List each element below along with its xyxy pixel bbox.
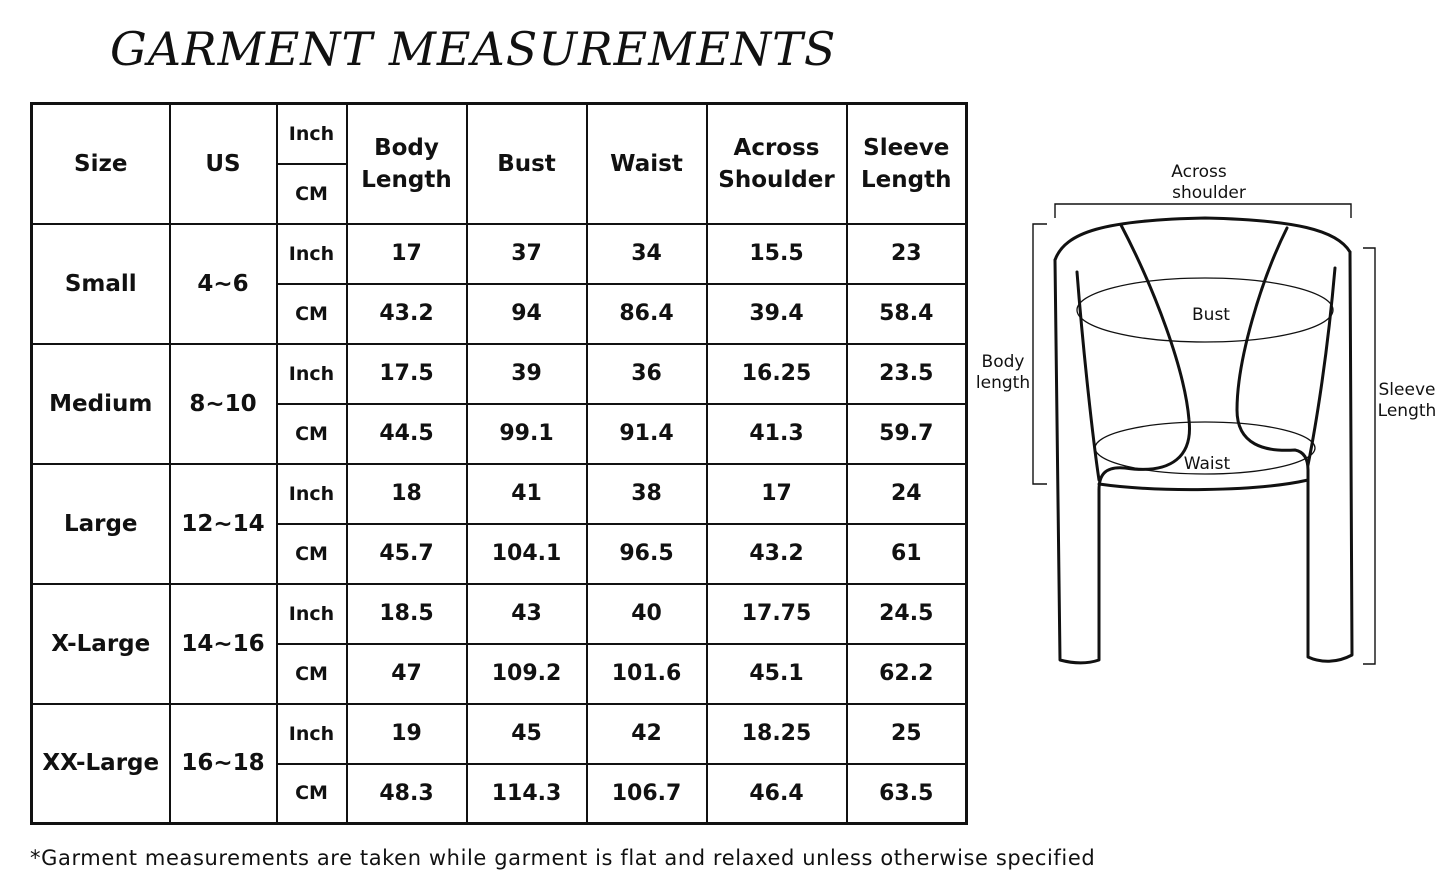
size-name: Large	[32, 464, 170, 584]
bust-cm-cell: 99.1	[467, 404, 587, 464]
across-shoulder-cm-cell: 46.4	[707, 764, 847, 824]
unit-label-inch: Inch	[277, 704, 347, 764]
body-length-cm-cell: 48.3	[347, 764, 467, 824]
bust-cm-cell: 114.3	[467, 764, 587, 824]
body-length-bracket	[1033, 224, 1047, 484]
measurement-note: *Garment measurements are taken while garment is flat and relaxed unless otherwise specified	[30, 846, 1096, 870]
sleeve-length-cm-cell: 59.7	[847, 404, 967, 464]
bust-inch-cell: 37	[467, 224, 587, 284]
waist-inch-cell: 36	[587, 344, 707, 404]
sleeve-length-cm-cell: 61	[847, 524, 967, 584]
unit-label-cm: CM	[277, 524, 347, 584]
sleeve-length-inch-cell: 24	[847, 464, 967, 524]
body-length-cm-cell: 47	[347, 644, 467, 704]
header-row	[32, 104, 967, 164]
across-shoulder-inch-cell: 17	[707, 464, 847, 524]
header-unit-cm: CM	[277, 164, 347, 224]
bust-cm-cell: 104.1	[467, 524, 587, 584]
body-length-cm-cell: 44.5	[347, 404, 467, 464]
page-title: GARMENT MEASUREMENTS	[110, 22, 837, 76]
size-chart-table	[30, 102, 968, 825]
size-name: Medium	[32, 344, 170, 464]
across-shoulder-inch-cell: 16.25	[707, 344, 847, 404]
table-row	[32, 584, 967, 644]
bust-cm-cell: 94	[467, 284, 587, 344]
waist-cm-cell: 101.6	[587, 644, 707, 704]
header-us: US	[170, 104, 277, 224]
header-across-shoulder: Across Shoulder	[707, 104, 847, 224]
body-length-inch-cell: 19	[347, 704, 467, 764]
us-size: 12~14	[170, 464, 277, 584]
unit-label-cm: CM	[277, 404, 347, 464]
unit-label-cm: CM	[277, 644, 347, 704]
header-body-length: Body Length	[347, 104, 467, 224]
unit-label-inch: Inch	[277, 464, 347, 524]
header-sleeve-length: Sleeve Length	[847, 104, 967, 224]
body-length-inch-cell: 17.5	[347, 344, 467, 404]
body-length-inch-cell: 18.5	[347, 584, 467, 644]
across-shoulder-cm-cell: 43.2	[707, 524, 847, 584]
across-shoulder-inch-cell: 18.25	[707, 704, 847, 764]
sleeve-length-inch-cell: 23	[847, 224, 967, 284]
sleeve-length-cm-cell: 63.5	[847, 764, 967, 824]
waist-cm-cell: 86.4	[587, 284, 707, 344]
table-row	[32, 464, 967, 524]
unit-label-inch: Inch	[277, 584, 347, 644]
body-length-label-line2: length	[975, 373, 1031, 393]
header-bust: Bust	[467, 104, 587, 224]
waist-inch-cell: 34	[587, 224, 707, 284]
bust-cm-cell: 109.2	[467, 644, 587, 704]
sleeve-length-label-line2: Length	[1377, 401, 1437, 421]
table-row	[32, 344, 967, 404]
us-size: 14~16	[170, 584, 277, 704]
across-shoulder-label-line2: shoulder	[1172, 183, 1246, 203]
waist-cm-cell: 91.4	[587, 404, 707, 464]
body-length-cm-cell: 43.2	[347, 284, 467, 344]
waist-inch-cell: 40	[587, 584, 707, 644]
header-waist: Waist	[587, 104, 707, 224]
us-size: 8~10	[170, 344, 277, 464]
sleeve-length-bracket	[1363, 248, 1375, 664]
across-shoulder-cm-cell: 39.4	[707, 284, 847, 344]
across-shoulder-bracket	[1055, 204, 1351, 218]
garment-diagram	[965, 150, 1445, 680]
header-size: Size	[32, 104, 170, 224]
waist-cm-cell: 96.5	[587, 524, 707, 584]
bust-label: Bust	[1192, 305, 1230, 325]
waist-label: Waist	[1183, 454, 1231, 474]
across-shoulder-cm-cell: 45.1	[707, 644, 847, 704]
unit-label-inch: Inch	[277, 224, 347, 284]
size-name: XX-Large	[32, 704, 170, 824]
size-table-body	[32, 104, 967, 824]
table-row	[32, 224, 967, 284]
across-shoulder-inch-cell: 15.5	[707, 224, 847, 284]
body-length-label-line1: Body	[981, 352, 1025, 372]
unit-label-cm: CM	[277, 284, 347, 344]
waist-cm-cell: 106.7	[587, 764, 707, 824]
sleeve-length-cm-cell: 62.2	[847, 644, 967, 704]
table-row	[32, 704, 967, 764]
across-shoulder-inch-cell: 17.75	[707, 584, 847, 644]
bust-inch-cell: 45	[467, 704, 587, 764]
size-name: X-Large	[32, 584, 170, 704]
waist-inch-cell: 38	[587, 464, 707, 524]
across-shoulder-cm-cell: 41.3	[707, 404, 847, 464]
waist-inch-cell: 42	[587, 704, 707, 764]
body-length-inch-cell: 18	[347, 464, 467, 524]
bust-inch-cell: 43	[467, 584, 587, 644]
bust-inch-cell: 41	[467, 464, 587, 524]
bust-inch-cell: 39	[467, 344, 587, 404]
sleeve-length-inch-cell: 23.5	[847, 344, 967, 404]
unit-label-inch: Inch	[277, 344, 347, 404]
body-length-cm-cell: 45.7	[347, 524, 467, 584]
size-name: Small	[32, 224, 170, 344]
sleeve-length-inch-cell: 25	[847, 704, 967, 764]
body-length-inch-cell: 17	[347, 224, 467, 284]
sleeve-length-inch-cell: 24.5	[847, 584, 967, 644]
us-size: 16~18	[170, 704, 277, 824]
header-unit-inch: Inch	[277, 104, 347, 164]
unit-label-cm: CM	[277, 764, 347, 824]
us-size: 4~6	[170, 224, 277, 344]
sleeve-length-label-line1: Sleeve	[1378, 380, 1436, 400]
across-shoulder-label-line1: Across	[1171, 162, 1227, 182]
sleeve-length-cm-cell: 58.4	[847, 284, 967, 344]
